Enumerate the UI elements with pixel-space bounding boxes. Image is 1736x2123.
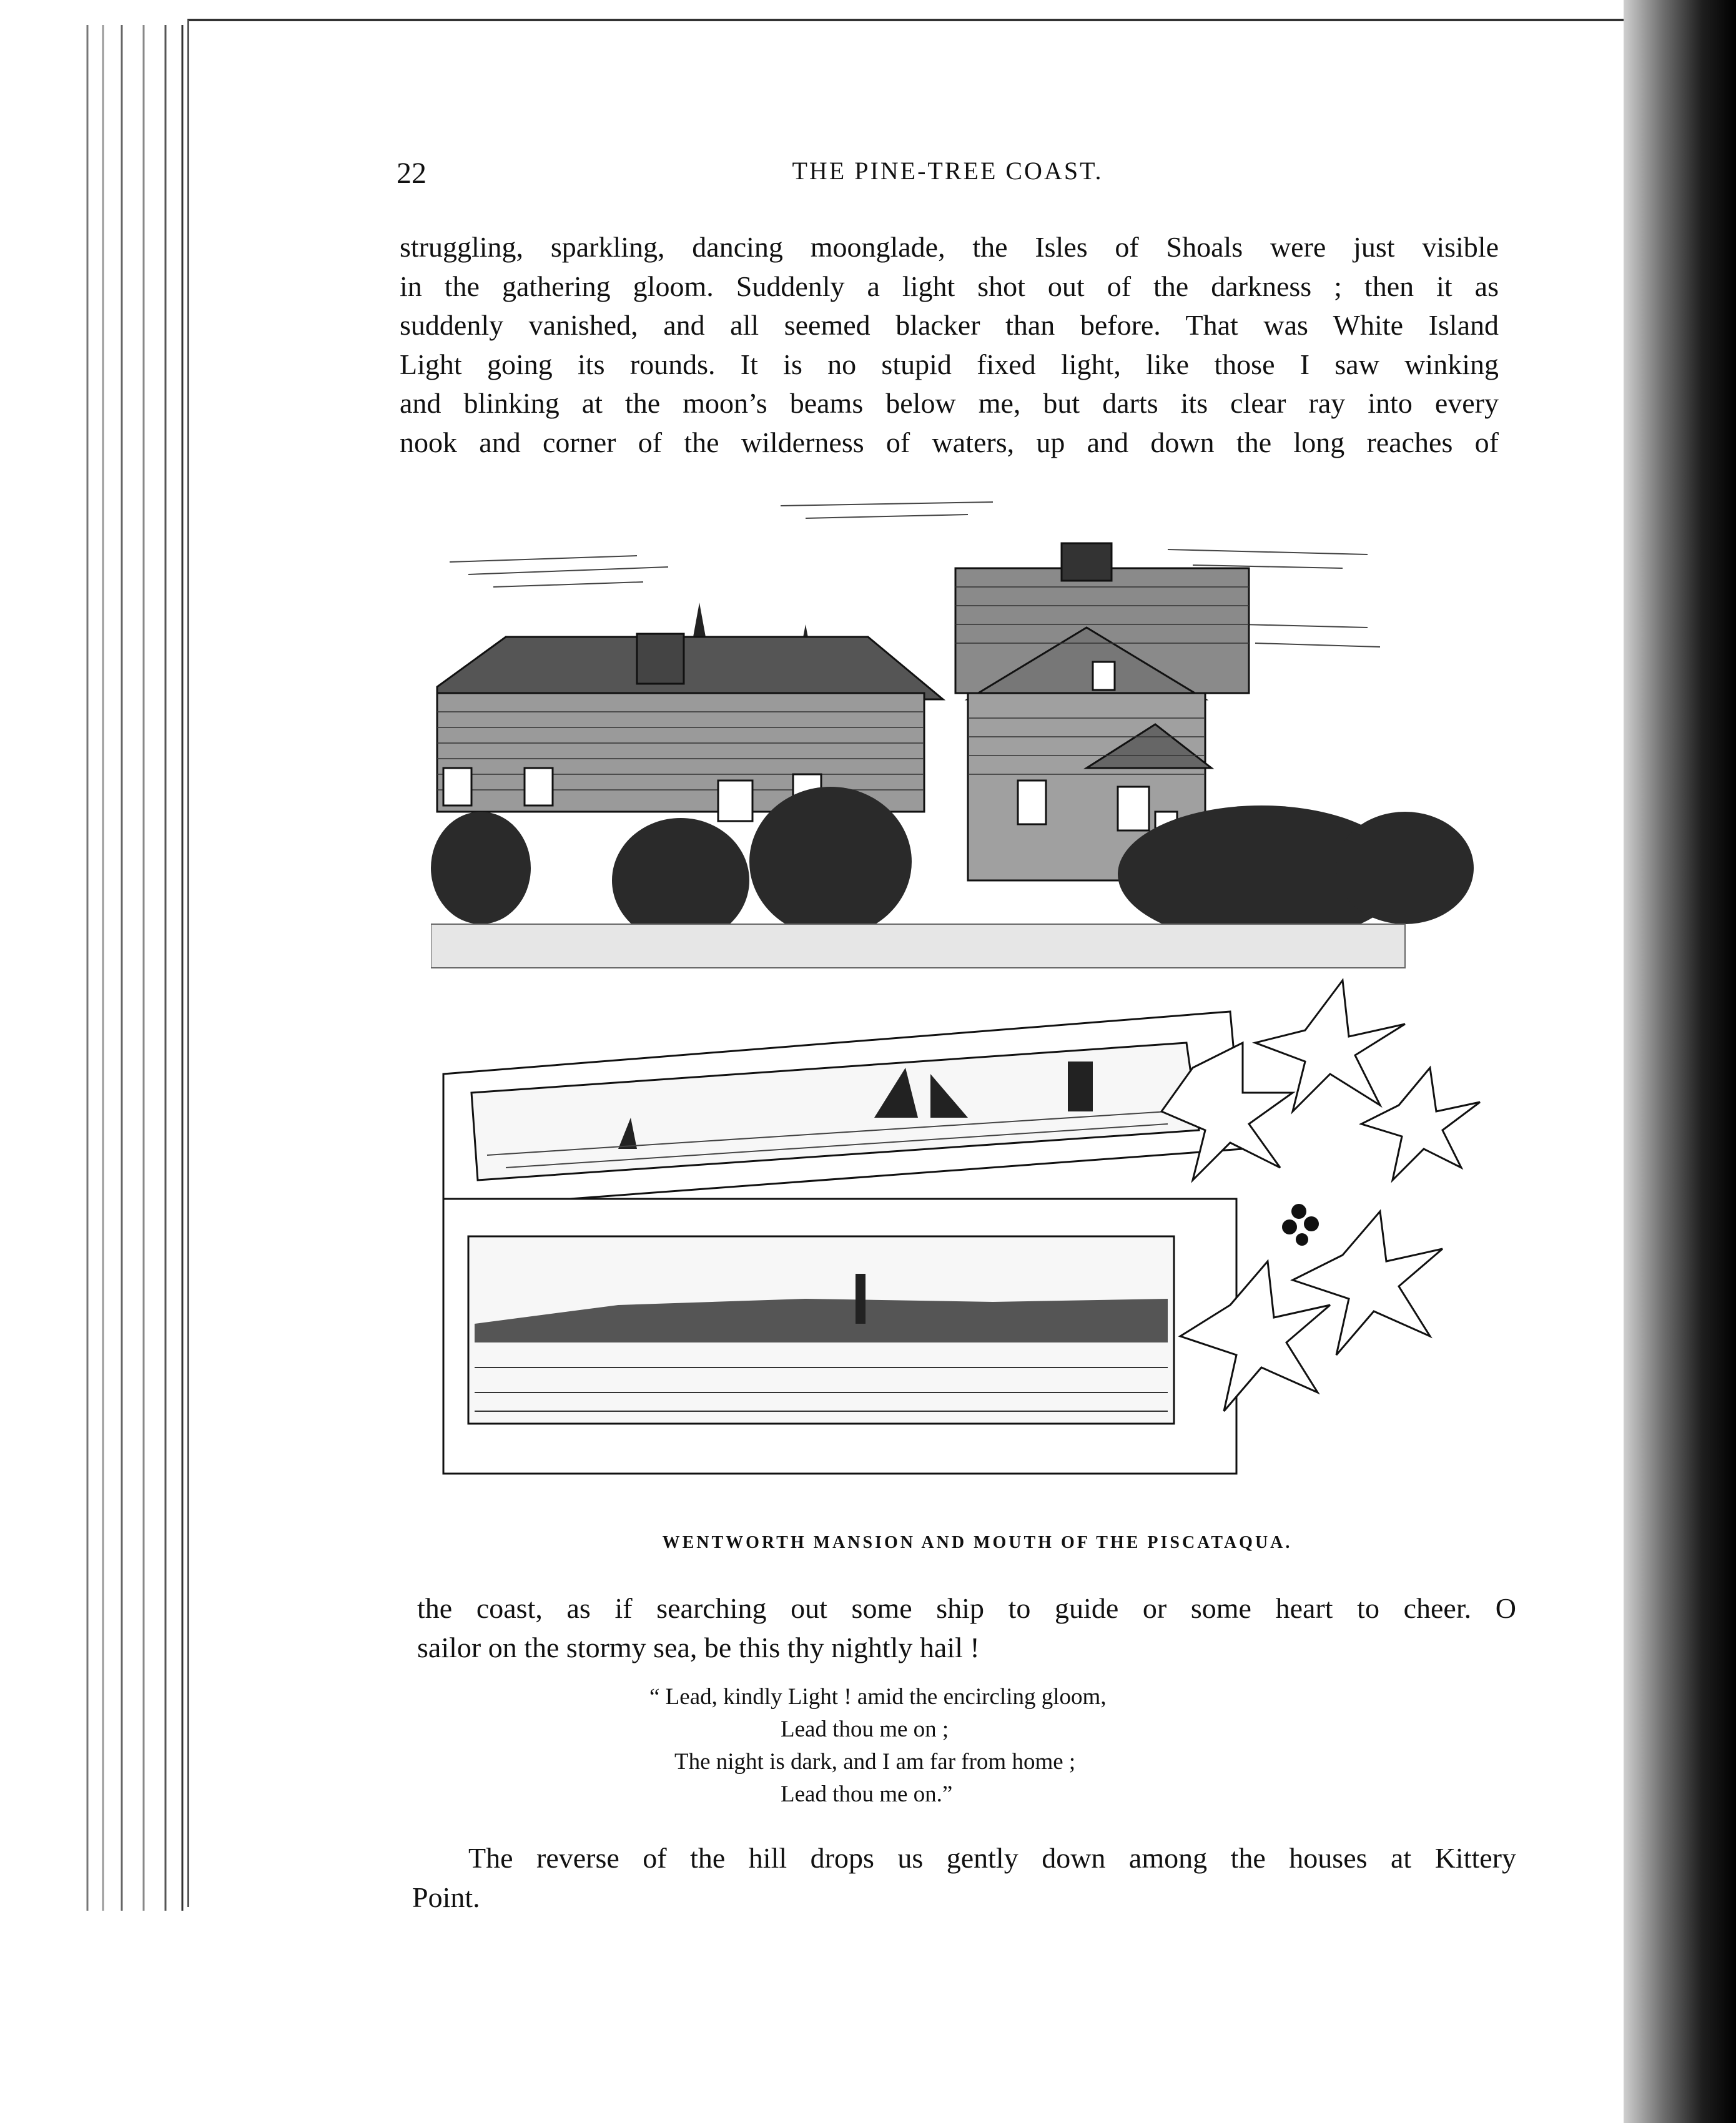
poem-line: The night is dark, and I am far from home ; bbox=[674, 1749, 1076, 1775]
poem-line: Lead thou me on.” bbox=[781, 1781, 953, 1807]
illustration-caption: WENTWORTH MANSION AND MOUTH OF THE PISCATAQUA. bbox=[662, 1533, 1293, 1552]
text-line: and blinking at the moon’s beams below me, but darts its clear ray into every bbox=[400, 387, 1499, 419]
poem-line: Lead thou me on ; bbox=[781, 1717, 949, 1742]
text-line: the coast, as if searching out some ship to guide or some heart to cheer. O bbox=[417, 1592, 1516, 1624]
paragraph-2 bbox=[417, 1589, 1516, 1667]
page-edge-lines bbox=[75, 25, 187, 1911]
paragraph-1 bbox=[400, 228, 1499, 462]
text-line: in the gathering gloom. Suddenly a light shot out of the darkness ; then it as bbox=[400, 270, 1499, 302]
page-shadow-right bbox=[1624, 0, 1736, 2123]
text-line: The reverse of the hill drops us gently down among the houses at Kittery bbox=[468, 1842, 1516, 1874]
text-line: sailor on the stormy sea, be this thy nightly hail ! bbox=[417, 1631, 980, 1663]
text-line: suddenly vanished, and all seemed blacker than before. That was White Island bbox=[400, 309, 1499, 341]
poem-line: “ Lead, kindly Light ! amid the encircling gloom, bbox=[649, 1684, 1107, 1710]
running-title: THE PINE-TREE COAST. bbox=[792, 157, 1103, 185]
text-line: Light going its rounds. It is no stupid fixed light, like those I saw winking bbox=[400, 348, 1499, 380]
page-number: 22 bbox=[397, 157, 427, 190]
text-line: struggling, sparkling, dancing moonglade, the Isles of Shoals were just visible bbox=[400, 231, 1499, 263]
text-line: nook and corner of the wilderness of waters, up and down the long reaches of bbox=[400, 426, 1499, 458]
paragraph-3 bbox=[412, 1839, 1516, 1917]
page-header bbox=[397, 156, 1499, 200]
quoted-hymn bbox=[649, 1681, 1274, 1811]
text-line: Point. bbox=[412, 1881, 480, 1913]
engraving-illustration bbox=[431, 493, 1492, 1530]
